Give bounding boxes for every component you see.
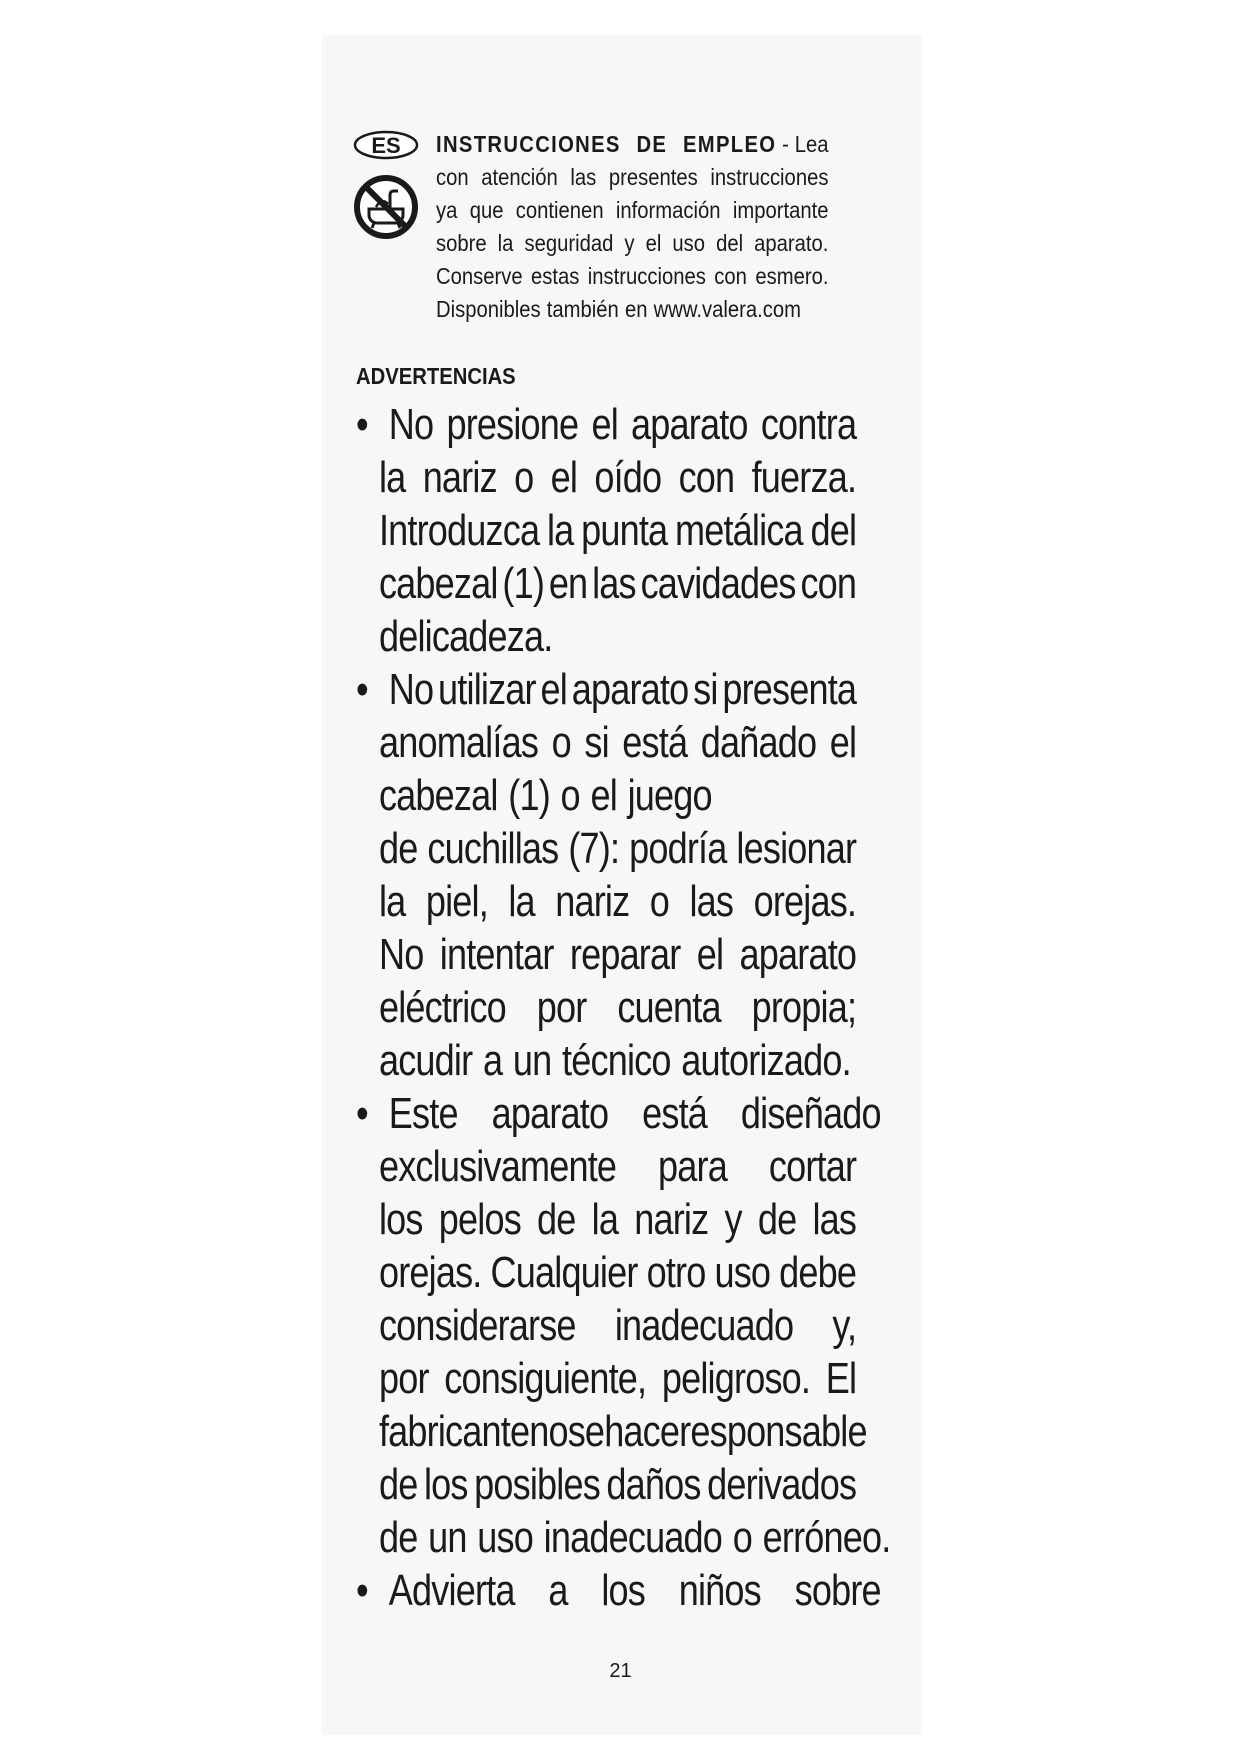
warning-word: cabezal	[378, 559, 498, 608]
warning-word: peligroso.	[661, 1354, 811, 1403]
warning-word: Advierta	[388, 1566, 515, 1615]
warning-word: punta	[581, 506, 668, 555]
warning-word: anomalías	[378, 718, 539, 767]
warning-word: debe	[779, 1248, 857, 1297]
intro-word: atención	[481, 164, 558, 190]
warning-word: o	[551, 718, 571, 767]
page-number: 21	[609, 1660, 632, 1682]
warning-word: si	[584, 718, 609, 767]
warning-line	[379, 1352, 856, 1405]
warning-word: presenta	[722, 665, 857, 714]
warning-word: el	[550, 453, 578, 502]
warning-word: aparato	[739, 930, 857, 979]
warning-word: podría	[629, 824, 727, 873]
warning-line	[389, 1564, 881, 1617]
warning-word: la	[546, 506, 574, 555]
warning-word: orejas.	[753, 877, 857, 926]
warning-line	[379, 1299, 856, 1352]
warning-line	[379, 928, 856, 981]
intro-word: la	[497, 230, 514, 256]
warning-word: a	[482, 1036, 503, 1085]
warning-word: El	[825, 1354, 857, 1403]
warning-word: lesionar	[736, 824, 857, 873]
warning-row	[356, 504, 856, 557]
warning-word: considerarse	[378, 1301, 576, 1350]
warning-line	[378, 1405, 867, 1458]
warning-word: las	[592, 559, 636, 608]
warning-word: nariz	[555, 877, 630, 926]
intro-word: con	[436, 164, 469, 190]
warning-word: uso	[477, 1513, 534, 1562]
warning-word: está	[642, 1089, 708, 1138]
warning-word: oído	[594, 453, 662, 502]
warning-word: cortar	[768, 1142, 857, 1191]
warning-word: está	[622, 718, 688, 767]
warning-word: los	[601, 1566, 645, 1615]
warning-word: hace	[604, 1407, 680, 1456]
warning-word: consiguiente,	[444, 1354, 647, 1403]
warning-row	[356, 1511, 891, 1564]
intro-line-5	[436, 260, 828, 293]
warning-word: piel,	[425, 877, 488, 926]
warning-word: (1)	[508, 771, 550, 820]
intro-word: también	[546, 296, 619, 322]
intro-word: Disponibles	[436, 296, 541, 322]
warning-word: fabricante	[378, 1407, 530, 1456]
warning-row	[356, 557, 856, 610]
warning-word: sobre	[794, 1566, 881, 1615]
warning-word: cuchillas	[427, 824, 559, 873]
warning-word: nariz	[634, 1195, 709, 1244]
bullet-icon: •	[356, 400, 368, 449]
warning-word: propia;	[751, 983, 857, 1032]
intro-title: INSTRUCCIONES DE EMPLEO	[436, 131, 777, 157]
intro-word: en	[624, 296, 648, 322]
warning-word: un	[512, 1036, 552, 1085]
intro-line-6	[436, 293, 828, 326]
warnings-heading: ADVERTENCIAS	[356, 363, 516, 389]
warning-line	[379, 504, 856, 557]
warning-word: técnico	[562, 1036, 671, 1085]
warning-word: otro	[646, 1248, 706, 1297]
intro-word: aparato.	[754, 230, 829, 256]
warning-word: No	[388, 665, 434, 714]
warning-word: el	[540, 665, 567, 714]
warning-word: de	[378, 1513, 418, 1562]
warning-line	[379, 451, 856, 504]
intro-word: el	[645, 230, 662, 256]
intro-word: importante	[732, 197, 829, 223]
warning-word: Cualquier	[490, 1248, 638, 1297]
intro-word: instrucciones	[710, 164, 829, 190]
intro-word: las	[570, 164, 597, 190]
warning-word: en	[548, 559, 588, 608]
warning-word: la	[591, 1195, 619, 1244]
warning-word: contra	[760, 400, 857, 449]
warning-word: el	[591, 400, 618, 449]
warning-word: eléctrico	[378, 983, 506, 1032]
warning-word: o	[649, 877, 670, 926]
warning-word: No	[378, 930, 424, 979]
intro-word: www.valera.com	[653, 296, 801, 322]
warning-word: intentar	[439, 930, 554, 979]
intro-word: contienen	[515, 197, 604, 223]
warning-row	[356, 1034, 856, 1087]
warning-row	[356, 1193, 856, 1246]
warning-word: se	[567, 1407, 605, 1456]
warning-word: o	[560, 771, 580, 820]
intro-word: Conserve	[436, 263, 523, 289]
warning-line	[389, 663, 856, 716]
intro-word: presentes	[608, 164, 698, 190]
warning-row	[356, 981, 856, 1034]
warning-line	[379, 981, 856, 1034]
warning-word: Introduzca	[378, 506, 540, 555]
warning-row	[356, 1246, 856, 1299]
warning-word: no	[529, 1407, 568, 1456]
warning-line	[378, 1511, 891, 1564]
warning-word: por	[378, 1354, 429, 1403]
warning-word: cavidades	[640, 559, 796, 608]
warning-word: niños	[678, 1566, 761, 1615]
warning-line	[379, 716, 856, 769]
warning-row	[356, 822, 856, 875]
intro-word: esmero.	[755, 263, 829, 289]
intro-word: información	[615, 197, 721, 223]
warning-word: reparar	[569, 930, 681, 979]
warning-word: la	[378, 877, 406, 926]
warning-row	[356, 875, 856, 928]
warning-word: la	[378, 453, 406, 502]
warning-word: exclusivamente	[378, 1142, 617, 1191]
warning-word: o	[514, 453, 534, 502]
warning-word: para	[658, 1142, 727, 1191]
warning-word: erróneo.	[762, 1513, 891, 1562]
warning-word: (1)	[502, 559, 545, 608]
language-code: ES	[371, 133, 401, 158]
warning-line	[379, 1193, 856, 1246]
warning-line	[379, 769, 856, 822]
warning-row	[356, 1458, 856, 1511]
language-badge	[352, 128, 420, 162]
warning-word: fuerza.	[751, 453, 857, 502]
warning-line	[379, 822, 856, 875]
intro-word: que	[469, 197, 504, 223]
warning-line	[379, 1458, 856, 1511]
warning-word: y,	[832, 1301, 857, 1350]
warning-row	[356, 451, 856, 504]
intro-word: del	[716, 230, 744, 256]
warning-word: por	[536, 983, 587, 1032]
warning-word: dañado	[700, 718, 817, 767]
warning-word: si	[693, 665, 718, 714]
warning-row	[356, 716, 856, 769]
warnings-text-block	[356, 398, 891, 1617]
warning-row	[356, 1087, 881, 1140]
intro-word: uso	[672, 230, 706, 256]
bullet-icon: •	[356, 1089, 368, 1138]
warning-row	[356, 610, 856, 663]
warning-word: metálica	[674, 506, 803, 555]
warning-word: diseñado	[740, 1089, 881, 1138]
intro-word: ya	[436, 197, 458, 223]
warning-word: responsable	[679, 1407, 867, 1456]
warning-word: los	[423, 1460, 468, 1509]
warning-word: un	[428, 1513, 467, 1562]
warning-word: y	[724, 1195, 742, 1244]
warning-word: aparato	[631, 400, 748, 449]
warning-line	[379, 557, 856, 610]
warning-word: inadecuado	[543, 1513, 723, 1562]
intro-line-4	[436, 227, 828, 260]
intro-word: estas	[531, 263, 580, 289]
warning-row	[356, 928, 856, 981]
warning-word: delicadeza.	[378, 612, 553, 661]
intro-line-1: INSTRUCCIONES DE EMPLEO - Lea	[436, 128, 828, 161]
warning-word: juego	[627, 771, 712, 820]
warning-word: con	[800, 559, 857, 608]
intro-line-2	[436, 161, 828, 194]
warning-word: nariz	[422, 453, 497, 502]
warning-word: de	[378, 1460, 418, 1509]
bullet-icon: •	[356, 665, 368, 714]
warning-word: el	[590, 771, 617, 820]
intro-word: instrucciones	[587, 263, 706, 289]
warning-word: autorizado.	[681, 1036, 851, 1085]
warning-word: daños	[606, 1460, 701, 1509]
warning-word: inadecuado	[614, 1301, 794, 1350]
warning-word: acudir	[378, 1036, 473, 1085]
warning-word: aparato	[491, 1089, 609, 1138]
intro-word: sobre	[436, 230, 487, 256]
warning-line	[379, 875, 856, 928]
warning-word: de	[757, 1195, 797, 1244]
warning-line	[379, 610, 856, 663]
warning-row	[356, 1405, 867, 1458]
warning-word: aparato	[571, 665, 689, 714]
warning-row	[356, 663, 856, 716]
warning-word: los	[378, 1195, 423, 1244]
intro-word: y	[624, 230, 635, 256]
warning-line	[379, 1246, 856, 1299]
warning-word: utilizar	[438, 665, 536, 714]
warning-row	[356, 1299, 856, 1352]
warning-word: de	[378, 824, 418, 873]
warning-word: las	[812, 1195, 857, 1244]
intro-word: seguridad	[524, 230, 614, 256]
warning-word: del	[810, 506, 857, 555]
warning-word: uso	[714, 1248, 771, 1297]
warning-word: el	[696, 930, 724, 979]
warning-word: el	[829, 718, 857, 767]
no-bath-icon	[352, 173, 420, 241]
warning-line	[379, 1034, 856, 1087]
warning-word: a	[548, 1566, 568, 1615]
warning-word: o	[732, 1513, 752, 1562]
warning-word: pelos	[438, 1195, 521, 1244]
warning-line	[379, 1140, 856, 1193]
warning-word: No	[388, 400, 434, 449]
warning-word: posibles	[474, 1460, 600, 1509]
warnings-list	[356, 398, 916, 1617]
warning-word: presione	[446, 400, 579, 449]
warning-row	[356, 398, 856, 451]
warning-word: derivados	[707, 1460, 857, 1509]
warning-word: cabezal	[378, 771, 498, 820]
warning-word: con	[678, 453, 735, 502]
warning-word: las	[689, 877, 734, 926]
warning-word: (7):	[568, 824, 620, 873]
intro-line-3	[436, 194, 828, 227]
warning-line	[389, 398, 856, 451]
warning-line	[389, 1087, 881, 1140]
warning-word: la	[508, 877, 535, 926]
warning-row	[356, 1352, 856, 1405]
warning-word: de	[537, 1195, 576, 1244]
intro-paragraph	[436, 128, 828, 326]
warning-word: cuenta	[617, 983, 721, 1032]
bullet-icon: •	[356, 1566, 368, 1615]
warning-row	[356, 769, 856, 822]
warning-row	[356, 1140, 856, 1193]
warning-row	[356, 1564, 881, 1617]
warning-word: orejas.	[378, 1248, 482, 1297]
intro-word: con	[714, 263, 747, 289]
warning-word: Este	[388, 1089, 458, 1138]
